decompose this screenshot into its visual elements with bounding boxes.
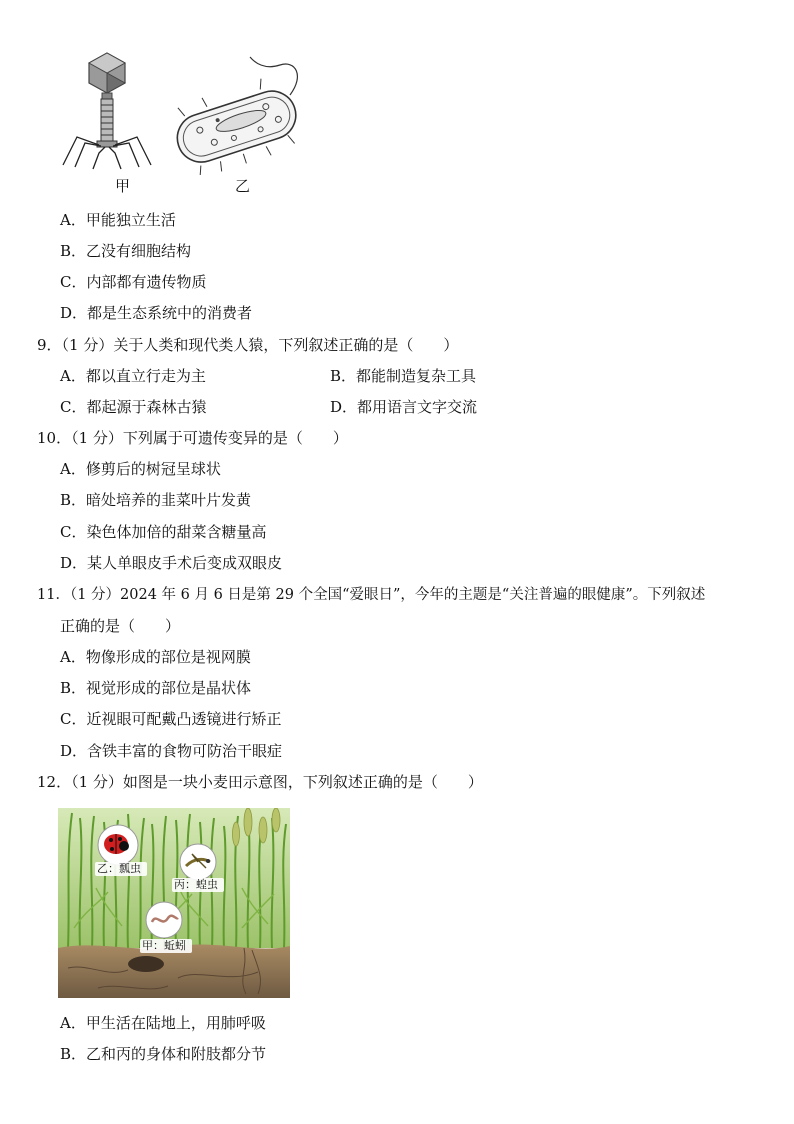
q8-figure-label-a: 甲: [115, 177, 131, 195]
phage-icon: [63, 53, 151, 169]
q9-option-c[interactable]: C．都起源于森林古猿: [60, 398, 207, 416]
q11-option-d[interactable]: D．含铁丰富的食物可防治干眼症: [60, 742, 283, 760]
ladybug-icon: [98, 825, 138, 865]
grasshopper-icon: [180, 844, 216, 880]
q8-option-b[interactable]: B．乙没有细胞结构: [60, 242, 192, 260]
q11-option-a[interactable]: A．物像形成的部位是视网膜: [60, 648, 251, 666]
q10-option-c[interactable]: C．染色体加倍的甜菜含糖量高: [60, 523, 267, 541]
q11-stem-line1: 11．（1 分）2024 年 6 月 6 日是第 29 个全国“爱眼日”，今年的主题是“关注普遍的眼健康”。下列叙述: [37, 587, 706, 603]
q12-figure: [58, 808, 290, 998]
q12-figure-label-c: 丙：蝗虫: [174, 878, 218, 891]
q10-option-d[interactable]: D．某人单眼皮手术后变成双眼皮: [60, 554, 283, 572]
q11-option-b[interactable]: B．视觉形成的部位是晶状体: [60, 679, 252, 697]
q8-figure: [55, 45, 305, 195]
q11-option-c[interactable]: C．近视眼可配戴凸透镜进行矫正: [60, 710, 282, 728]
q12-option-a[interactable]: A．甲生活在陆地上，用肺呼吸: [60, 1014, 266, 1032]
q11-stem-line2: 正确的是（ ）: [60, 617, 181, 635]
q12-figure-label-b: 乙：瓢虫: [97, 862, 141, 875]
q8-option-c[interactable]: C．内部都有遗传物质: [60, 273, 207, 291]
q8-option-a[interactable]: A．甲能独立生活: [60, 211, 176, 229]
q9-option-a[interactable]: A．都以直立行走为主: [60, 367, 206, 385]
bacterium-icon: [167, 57, 305, 175]
q12-figure-label-a: 甲：蚯蚓: [142, 939, 186, 952]
wheat-field-drawing: [58, 808, 290, 998]
q8-option-d[interactable]: D．都是生态系统中的消费者: [60, 304, 253, 322]
q9-option-d[interactable]: D．都用语言文字交流: [330, 398, 478, 416]
q9-stem: 9．（1 分）关于人类和现代类人猿，下列叙述正确的是（ ）: [37, 336, 459, 354]
q8-figure-label-b: 乙: [235, 177, 251, 195]
earthworm-icon: [146, 902, 182, 938]
q9-option-b[interactable]: B．都能制造复杂工具: [330, 367, 477, 385]
q12-option-b[interactable]: B．乙和丙的身体和附肢都分节: [60, 1045, 267, 1063]
q10-option-a[interactable]: A．修剪后的树冠呈球状: [60, 460, 221, 478]
q8-figure-drawing: [55, 45, 305, 175]
q10-option-b[interactable]: B．暗处培养的韭菜叶片发黄: [60, 491, 252, 509]
q12-stem: 12．（1 分）如图是一块小麦田示意图，下列叙述正确的是（ ）: [37, 773, 483, 791]
q10-stem: 10．（1 分）下列属于可遗传变异的是（ ）: [37, 429, 348, 447]
